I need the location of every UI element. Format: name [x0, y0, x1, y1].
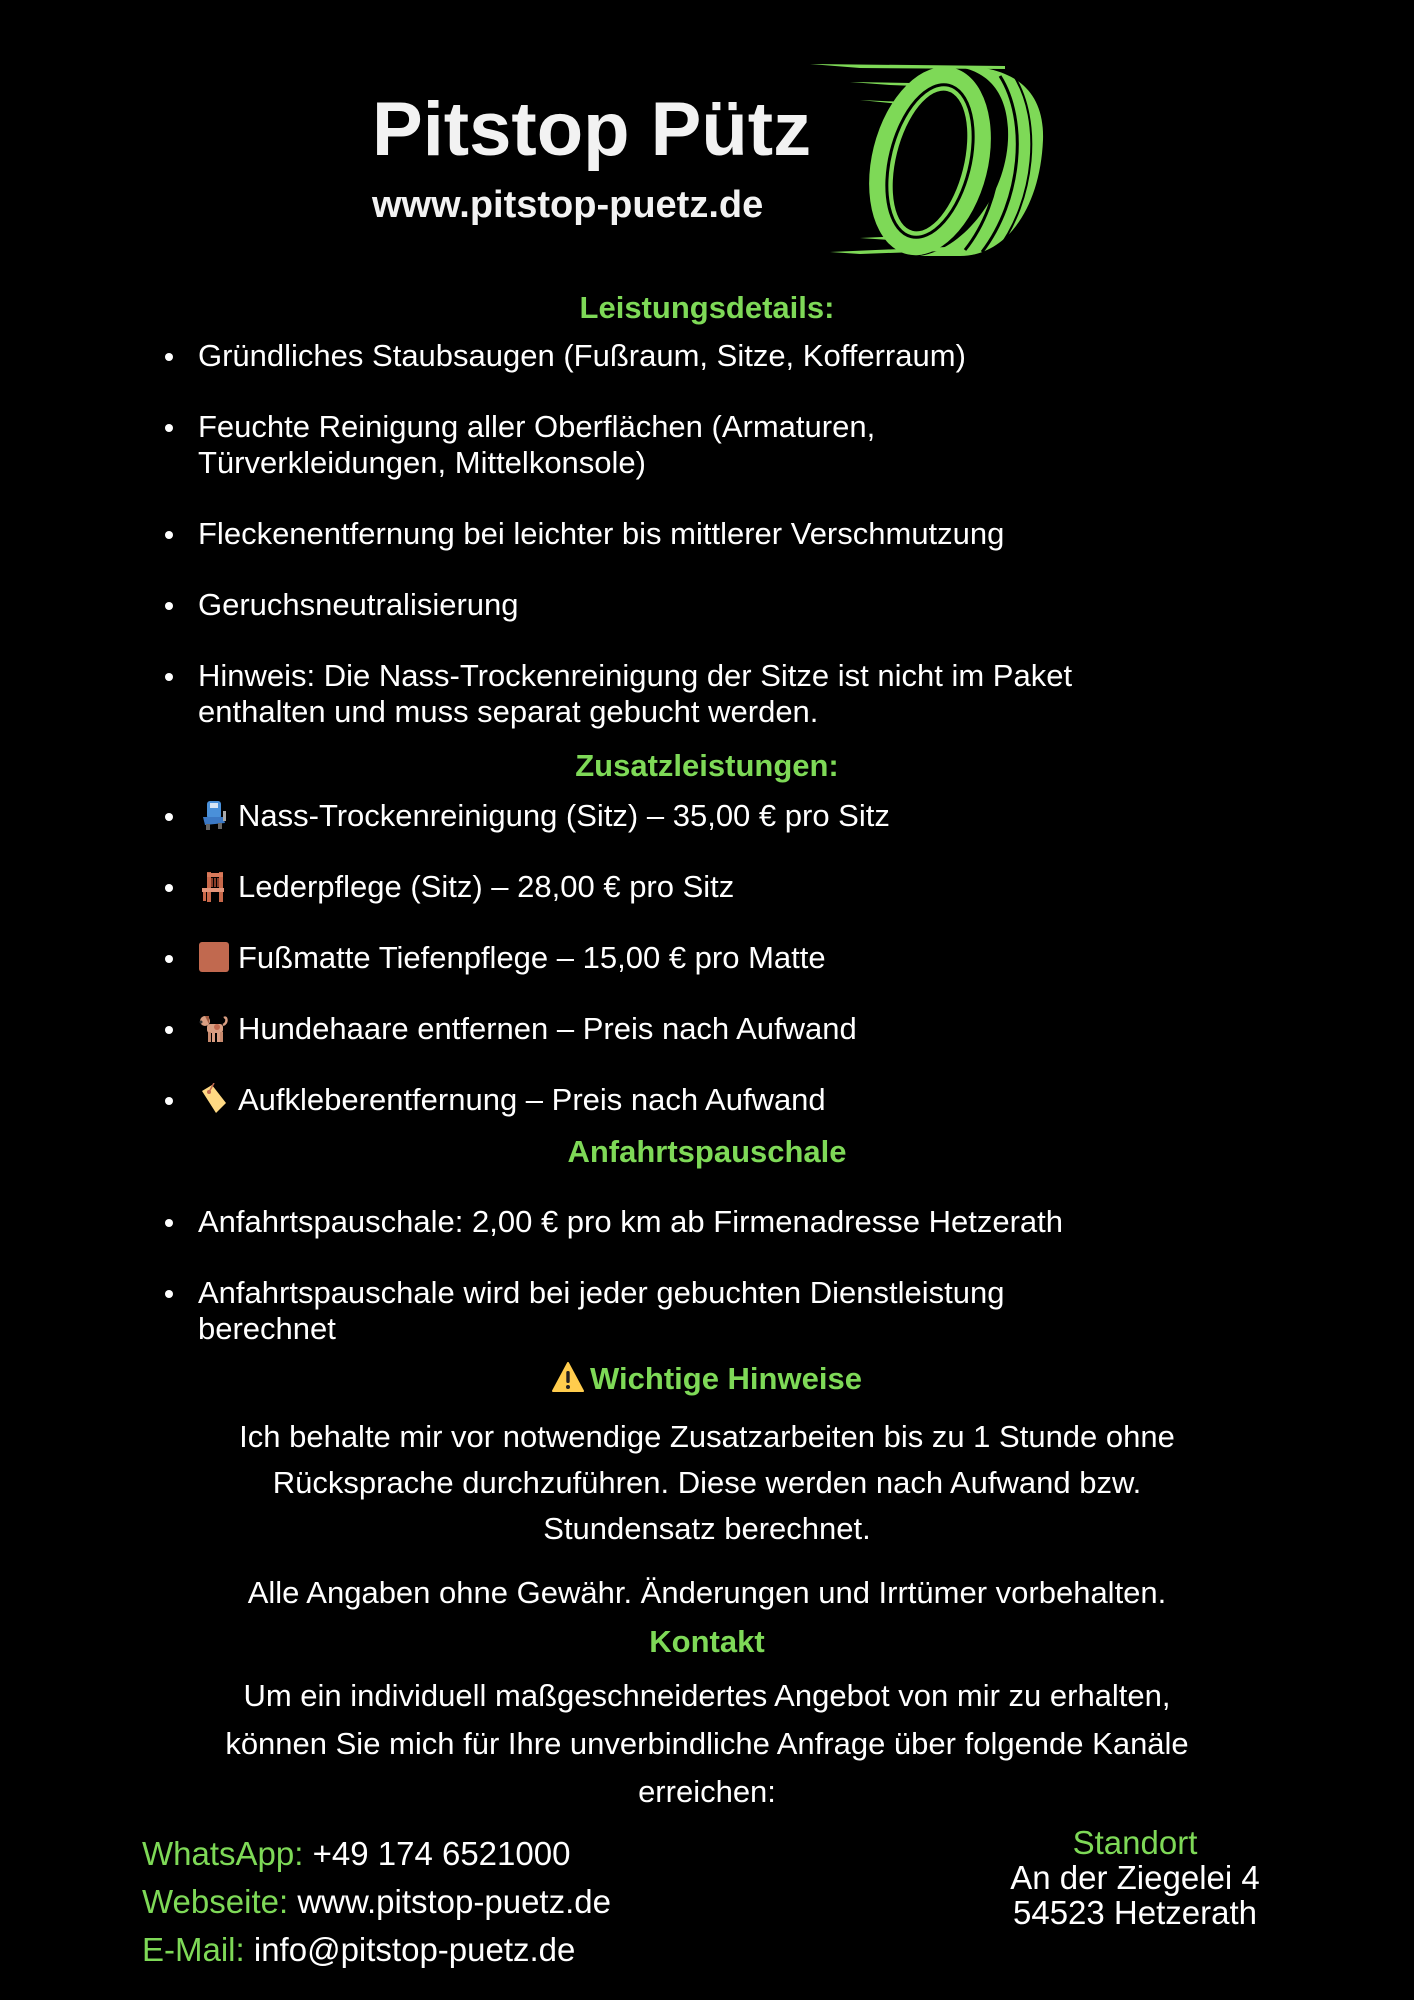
contact-whatsapp: [142, 1830, 611, 1878]
paragraph-line: erreichen:: [638, 1774, 776, 1809]
zusatzleistungen-list: [0, 798, 1414, 1118]
list-item-text: Feuchte Reinigung aller Oberflächen (Armaturen,: [198, 409, 876, 444]
list-item: [0, 1204, 1414, 1240]
list-item: [0, 338, 1414, 374]
list-item-text: Aufkleberentfernung – Preis nach Aufwand: [238, 1082, 826, 1117]
website-link[interactable]: www.pitstop-puetz.de: [297, 1883, 611, 1920]
contact-label: E-Mail:: [142, 1931, 245, 1968]
list-item: [0, 658, 1414, 730]
chair-icon: [198, 870, 230, 902]
email-link[interactable]: info@pitstop-puetz.de: [253, 1931, 576, 1968]
standort-label: Standort: [1072, 1824, 1198, 1861]
list-item-text: Geruchsneutralisierung: [198, 587, 519, 622]
paragraph-line: Ich behalte mir vor notwendige Zusatzarbeiten bis zu 1 Stunde ohne: [239, 1419, 1175, 1454]
paragraph-line: Rücksprache durchzuführen. Diese werden nach Aufwand bzw.: [272, 1465, 1142, 1500]
seat-icon: [198, 799, 230, 831]
brand-url: www.pitstop-puetz.de: [372, 184, 764, 226]
standort-block: [990, 1825, 1280, 1930]
warning-icon: [552, 1362, 584, 1392]
contact-website: [142, 1878, 611, 1926]
list-item: [0, 940, 1414, 976]
list-item-text: Türverkleidungen, Mittelkonsole): [198, 445, 646, 480]
list-item-text: Fußmatte Tiefenpflege – 15,00 € pro Matte: [238, 940, 826, 975]
list-item-text: Hundehaare entfernen – Preis nach Aufwand: [238, 1011, 857, 1046]
list-item-text: Anfahrtspauschale wird bei jeder gebuchten Dienstleistung: [198, 1275, 1005, 1310]
section-heading-kontakt: Kontakt: [649, 1624, 765, 1659]
list-item: [0, 409, 1414, 481]
list-item-text: Fleckenentfernung bei leichter bis mittlerer Verschmutzung: [198, 516, 1005, 551]
label-tag-icon: [198, 1083, 230, 1115]
hinweise-heading-text: Wichtige Hinweise: [590, 1361, 862, 1396]
tire-icon: [800, 60, 1050, 260]
list-item-text: Hinweis: Die Nass-Trockenreinigung der Sitze ist nicht im Paket: [198, 658, 1073, 693]
section-heading-hinweise: [0, 1362, 1414, 1394]
section-heading-anfahrtspauschale: Anfahrtspauschale: [567, 1134, 847, 1169]
list-item: [0, 1011, 1414, 1047]
list-item: [0, 798, 1414, 834]
disclaimer: Alle Angaben ohne Gewähr. Änderungen und Irrtümer vorbehalten.: [247, 1575, 1167, 1610]
leistungsdetails-list: [0, 338, 1414, 730]
list-item-text: Anfahrtspauschale: 2,00 € pro km ab Firmenadresse Hetzerath: [198, 1204, 1064, 1239]
list-item: [0, 587, 1414, 623]
section-heading-zusatzleistungen: Zusatzleistungen:: [575, 748, 839, 783]
standort-city: 54523 Hetzerath: [1012, 1894, 1257, 1931]
dog-icon: [198, 1012, 230, 1044]
paragraph-line: Um ein individuell maßgeschneidertes Angebot von mir zu erhalten,: [243, 1678, 1171, 1713]
paragraph-line: können Sie mich für Ihre unverbindliche Anfrage über folgende Kanäle: [225, 1726, 1189, 1761]
section-heading-leistungsdetails: Leistungsdetails:: [579, 290, 835, 325]
brand-title: Pitstop Pütz: [372, 87, 812, 172]
list-item-text: Gründliches Staubsaugen (Fußraum, Sitze, Kofferraum): [198, 338, 966, 373]
list-item-text: Lederpflege (Sitz) – 28,00 € pro Sitz: [238, 869, 735, 904]
list-item-text: enthalten und muss separat gebucht werden.: [198, 694, 819, 729]
list-item-text: Nass-Trockenreinigung (Sitz) – 35,00 € pro Sitz: [238, 798, 890, 833]
paragraph-line: Stundensatz berechnet.: [543, 1511, 871, 1546]
anfahrt-list: [0, 1204, 1414, 1347]
list-item: [0, 869, 1414, 905]
whatsapp-number[interactable]: +49 174 6521000: [312, 1835, 571, 1872]
brown-square-icon: [198, 941, 230, 973]
list-item: [0, 516, 1414, 552]
standort-street: An der Ziegelei 4: [1010, 1859, 1260, 1896]
kontakt-paragraph: [100, 1672, 1314, 1816]
contact-channels: [142, 1830, 611, 1974]
list-item-text: berechnet: [198, 1311, 336, 1346]
contact-email: [142, 1926, 611, 1974]
hinweise-paragraph: [120, 1414, 1294, 1552]
contact-label: WhatsApp:: [142, 1835, 304, 1872]
list-item: [0, 1275, 1414, 1347]
contact-label: Webseite:: [142, 1883, 289, 1920]
list-item: [0, 1082, 1414, 1118]
